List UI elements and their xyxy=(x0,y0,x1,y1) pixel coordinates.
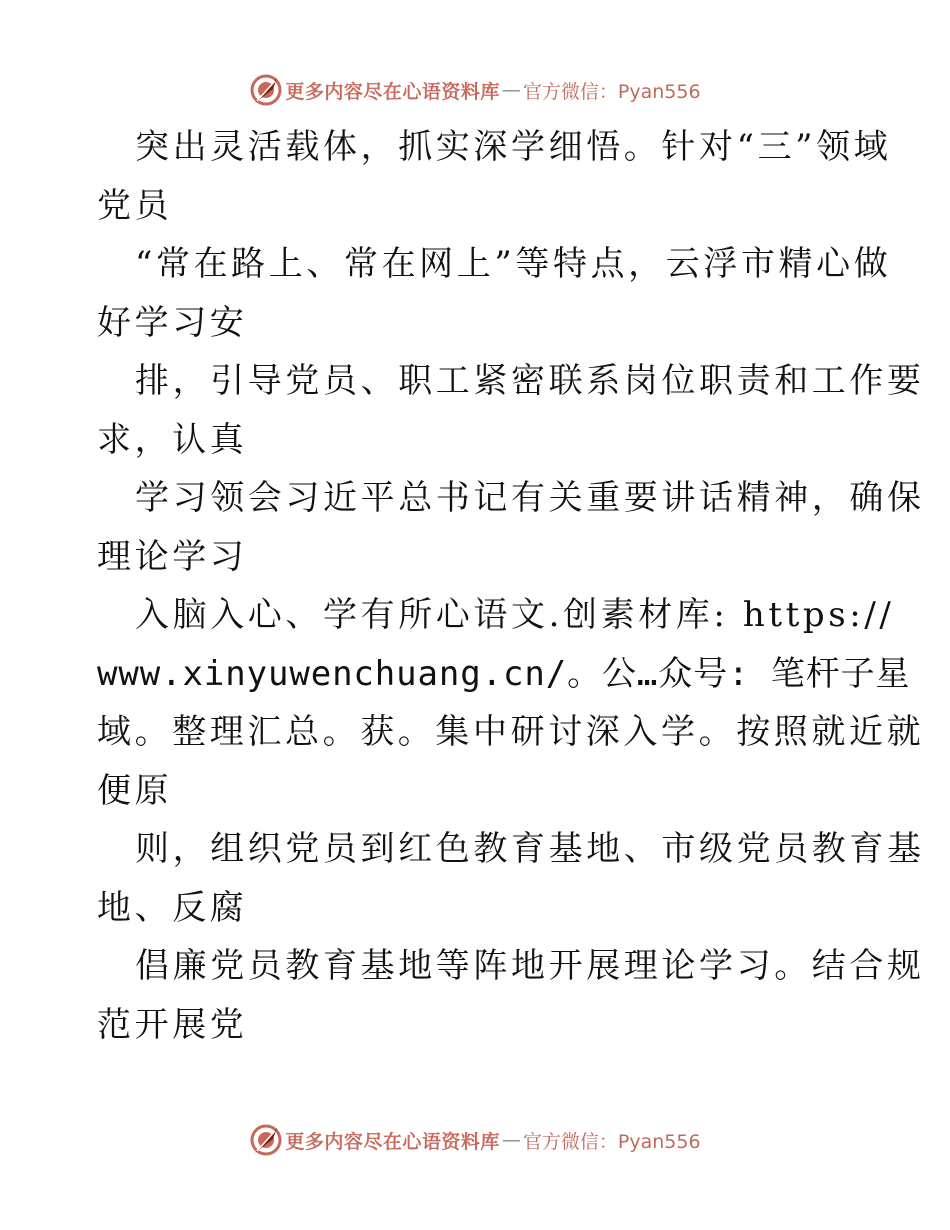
document-body xyxy=(97,118,925,1054)
banner-wechat-text: 官方微信：Pyan556 xyxy=(522,1130,701,1153)
text-line: 求，认真 xyxy=(97,419,248,460)
text-line: 党员 xyxy=(97,185,173,226)
text-line: 理论学习 xyxy=(97,536,248,577)
text-line: “常在路上、常在网上”等特点，云浮市精心做 xyxy=(135,244,892,284)
text-line: 范开展党 xyxy=(97,1004,248,1045)
text-line-url: www.xinyuwenchuang.cn/。公…众号: 笔杆子星 xyxy=(97,653,911,694)
text-line: 排，引导党员、职工紧密联系岗位职责和工作要 xyxy=(135,361,925,401)
banner-separator: — xyxy=(501,1129,521,1151)
text-line: 学习领会习近平总书记有关重要讲话精神，确保 xyxy=(135,478,925,518)
quill-pen-logo-icon xyxy=(249,1123,283,1157)
banner-site-text: 更多内容尽在心语资料库 xyxy=(285,80,500,103)
text-line: 便原 xyxy=(97,770,173,811)
header-banner xyxy=(0,70,950,110)
banner-wechat-text: 官方微信：Pyan556 xyxy=(522,80,701,103)
quill-pen-logo-icon xyxy=(249,73,283,107)
banner-site-text: 更多内容尽在心语资料库 xyxy=(285,1130,500,1153)
text-line: 好学习安 xyxy=(97,302,248,343)
text-line: 则，组织党员到红色教育基地、市级党员教育基 xyxy=(135,829,925,869)
text-line: 倡廉党员教育基地等阵地开展理论学习。结合规 xyxy=(135,946,925,986)
text-line: 入脑入心、学有所心语文.创素材库: https:// xyxy=(135,595,895,635)
text-line: 地、反腐 xyxy=(97,887,248,928)
banner-separator: — xyxy=(501,79,521,101)
text-line: 突出灵活载体，抓实深学细悟。针对“三”领域 xyxy=(135,127,892,167)
footer-banner xyxy=(0,1120,950,1160)
text-line: 域。整理汇总。获。集中研讨深入学。按照就近就 xyxy=(97,712,925,752)
